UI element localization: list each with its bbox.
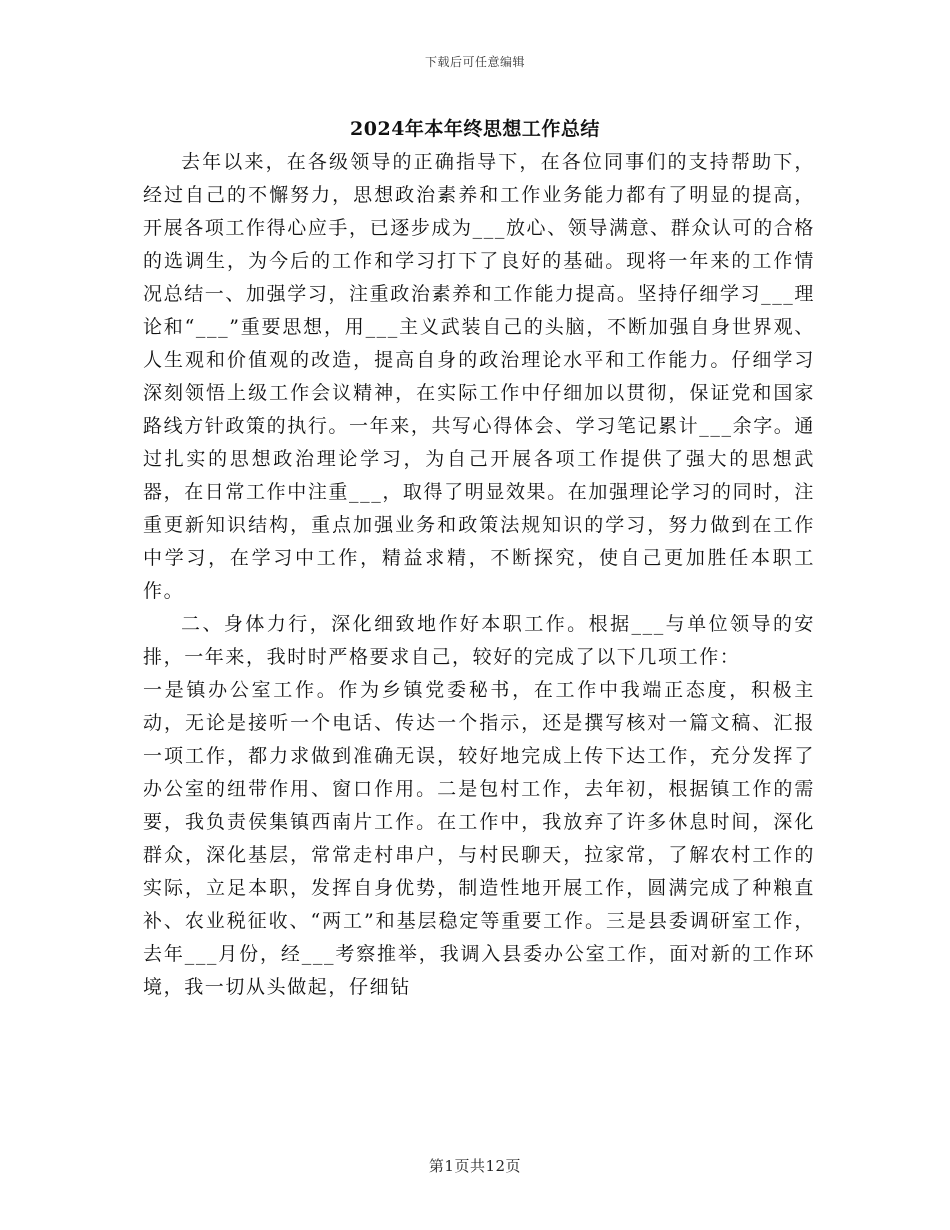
paragraph-1: 去年以来，在各级领导的正确指导下，在各位同事们的支持帮助下，经过自己的不懈努力，思想政治素养和工作业务能力都有了明显的提高，开展各项工作得心应手，已逐步成为___放心、领导满意、群众认可的合格的选调生，为今后的工作和学习打下了良好的基础。现将一年来的工作情况总结一、加强学习，注重政治素养和工作能力提高。坚持仔细学习___理论和“___”重要思想，用___主义武装自己的头脑，不断加强自身世界观、人生观和价值观的改造，提高自身的政治理论水平和工作能力。仔细学习深刻领悟上级工作会议精神，在实际工作中仔细加以贯彻，保证党和国家路线方针政策的执行。一年来，共写心得体会、学习笔记累计___余字。通过扎实的思想政治理论学习，为自己开展各项工作提供了强大的思想武器，在日常工作中注重___，取得了明显效果。在加强理论学习的同时，注重更新知识结构，重点加强业务和政策法规知识的学习，努力做到在工作中学习，在学习中工作，精益求精，不断探究，使自己更加胜任本职工作。 — [143, 151, 815, 602]
page-header-note: 下载后可任意编辑 — [424, 55, 525, 69]
paragraph-3: 一是镇办公室工作。作为乡镇党委秘书，在工作中我端正态度，积极主动，无论是接听一个电话、传达一个指示，还是撰写核对一篇文稿、汇报一项工作，都力求做到准确无误，较好地完成上传下达工作，充分发挥了办公室的纽带作用、窗口作用。二是包村工作，去年初，根据镇工作的需要，我负责侯集镇西南片工作。在工作中，我放弃了许多休息时间，深化群众，深化基层，常常走村串户，与村民聊天，拉家常，了解农村工作的实际，立足本职，发挥自身优势，制造性地开展工作，圆满完成了种粮直补、农业税征收、“两工”和基层稳定等重要工作。三是县委调研室工作，去年___月份，经___考察推举，我调入县委办公室工作，面对新的工作环境，我一切从头做起，仔细钻 — [143, 679, 815, 998]
paragraph-2: 二、身体力行，深化细致地作好本职工作。根据___与单位领导的安排，一年来，我时时严格要求自己，较好的完成了以下几项工作： — [143, 613, 815, 668]
page-number: 第1页共12页 — [428, 1157, 522, 1175]
document-title: 2024年本年终思想工作总结 — [350, 118, 600, 140]
document-body — [143, 146, 815, 1004]
